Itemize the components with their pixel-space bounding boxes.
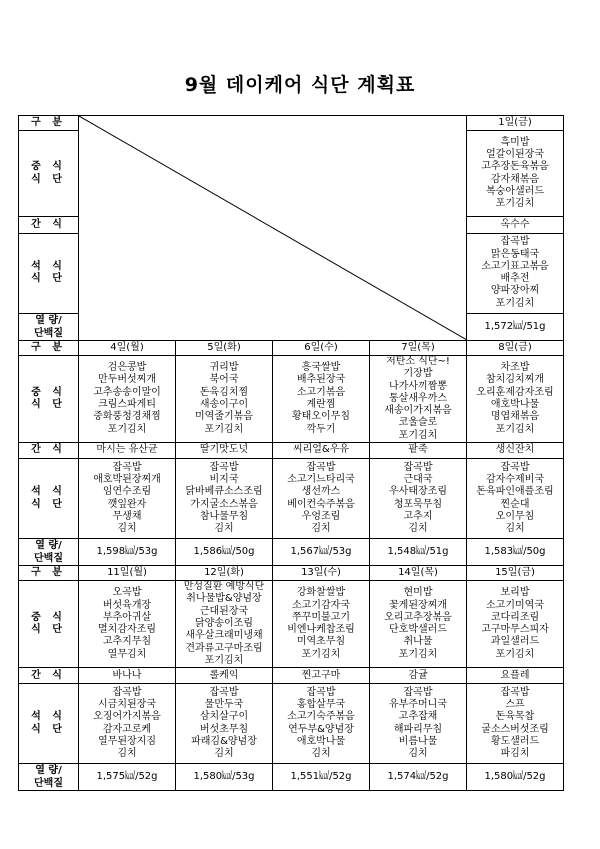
menu-item: 임연수조림: [102, 486, 152, 498]
menu-item: 단호박샐러드: [389, 624, 447, 636]
menu-item: 새송이가지볶음: [384, 405, 452, 417]
menu-item: 연두부&양념장: [288, 723, 354, 735]
dinner-menu-cell: [176, 684, 273, 764]
menu-item: 김치: [311, 748, 331, 760]
diagonal-line: [79, 116, 467, 340]
menu-item: 파김치: [500, 748, 530, 760]
row-label-line: 식 단: [31, 498, 66, 510]
menu-item: 돈육김치찜: [199, 386, 249, 398]
menu-item: 감자고로케: [102, 723, 152, 735]
menu-item: 황태오이무침: [292, 411, 350, 423]
row-label: 간 식: [19, 668, 79, 684]
row-label: 구 분: [19, 116, 79, 131]
day-header: 6일(수): [273, 341, 370, 356]
menu-item: 취나물밥&양념장: [186, 593, 262, 605]
dinner-menu-cell: [79, 684, 176, 764]
menu-item: 꽃게된장찌개: [389, 599, 447, 611]
snack-cell: 옥수수: [467, 217, 564, 233]
snack-cell: 요플레: [467, 668, 564, 684]
menu-item: 명엽채볶음: [490, 411, 540, 423]
menu-item: 참나물무침: [199, 510, 249, 522]
menu-item: 잡곡밥: [500, 461, 530, 473]
menu-item: 가지굴소스볶음: [190, 498, 258, 510]
snack-cell: 팥죽: [370, 443, 467, 459]
menu-item: 소고기감자국: [292, 599, 350, 611]
lunch-menu-cell: [273, 581, 370, 668]
menu-item: 생선까스: [301, 486, 341, 498]
lunch-menu-cell: [467, 356, 564, 443]
row-label-line: 석 식: [31, 260, 66, 272]
day-header: 11일(월): [79, 566, 176, 581]
menu-item: 해파리무침: [393, 723, 443, 735]
menu-item: 포기김치: [301, 648, 341, 660]
menu-item: 고추지무침: [102, 636, 152, 648]
snack-cell: 생신잔치: [467, 443, 564, 459]
row-label-line: 식 단: [31, 273, 66, 285]
snack-cell: 딸기맛도넛: [176, 443, 273, 459]
menu-item: 비지국: [209, 473, 239, 485]
calorie-cell: 1,575㎉/52g: [79, 764, 176, 791]
menu-item: 포기김치: [204, 654, 244, 666]
menu-item: 포기김치: [107, 423, 147, 435]
menu-item: 흥국쌀밥: [301, 362, 341, 374]
lunch-menu-cell: [467, 131, 564, 217]
menu-item: 중화풍청경채찜: [93, 411, 161, 423]
row-label: 간 식: [19, 443, 79, 459]
calorie-cell: 1,598㎉/53g: [79, 539, 176, 566]
menu-item: 크림스파게티: [98, 399, 156, 411]
row-label-line: 단백질: [34, 553, 63, 565]
menu-item: 근대된장국: [199, 605, 249, 617]
menu-item: 버섯초무침: [199, 723, 249, 735]
row-label: [19, 233, 79, 313]
menu-item: 포기김치: [204, 423, 244, 435]
calorie-cell: 1,567㎉/53g: [273, 539, 370, 566]
menu-item: 강화찰쌀밥: [296, 587, 346, 599]
menu-item: 삼치살구이: [199, 711, 249, 723]
row-label: 구 분: [19, 566, 79, 581]
day-header: 12일(화): [176, 566, 273, 581]
menu-item: 미역초무침: [296, 636, 346, 648]
lunch-menu-cell: [467, 581, 564, 668]
menu-item: 포기김치: [495, 648, 535, 660]
dinner-menu-cell: [273, 459, 370, 539]
menu-item: 양파장아찌: [490, 285, 540, 297]
row-label: [19, 313, 79, 340]
menu-item: 깻잎완자: [107, 498, 147, 510]
menu-item: 근대국: [403, 473, 433, 485]
menu-item: 오이무침: [495, 510, 535, 522]
menu-item: 김치: [117, 523, 137, 535]
menu-item: 소고기숙주볶음: [287, 711, 355, 723]
menu-item: 감자채볶음: [490, 173, 540, 185]
calorie-cell: 1,574㎉/52g: [370, 764, 467, 791]
menu-item: 고추지: [403, 510, 433, 522]
lunch-menu-cell: [176, 581, 273, 668]
menu-item: 저탄소 식단~!: [386, 356, 450, 367]
menu-item: 계란찜: [306, 399, 336, 411]
dinner-menu-cell: [79, 459, 176, 539]
menu-item: 배추전: [500, 273, 530, 285]
menu-item: 고추잡채: [398, 711, 438, 723]
menu-item: 감자수제비국: [486, 473, 544, 485]
menu-item: 새우살크래미냉채: [185, 630, 263, 642]
menu-item: 흑미밥: [500, 136, 530, 148]
page-title: 9월 데이케어 식단 계획표: [184, 74, 416, 96]
menu-item: 잡곡밥: [500, 686, 530, 698]
day-header: 4일(월): [79, 341, 176, 356]
menu-item: 시금치된장국: [98, 699, 156, 711]
lunch-menu-cell: [370, 581, 467, 668]
menu-item: 잡곡밥: [209, 686, 239, 698]
menu-item: 포기김치: [495, 297, 535, 309]
menu-item: 김치: [117, 748, 137, 760]
menu-item: 보리밥: [500, 587, 530, 599]
menu-item: 견과류고구마조림: [185, 642, 263, 654]
menu-item: 얼갈이된장국: [486, 149, 544, 161]
meal-plan-table: [18, 115, 564, 791]
row-label-line: 식 단: [31, 723, 66, 735]
menu-item: 고구마무스피자: [481, 624, 549, 636]
menu-item: 맑은동태국: [490, 248, 540, 260]
menu-item: 홍합살무국: [296, 699, 346, 711]
lunch-menu-cell: [79, 581, 176, 668]
menu-item: 새송이구이: [199, 399, 249, 411]
calorie-cell: 1,551㎉/52g: [273, 764, 370, 791]
calorie-cell: 1,580㎉/52g: [467, 764, 564, 791]
snack-cell: 바나나: [79, 668, 176, 684]
menu-item: 과일샐러드: [490, 636, 540, 648]
row-label: [19, 131, 79, 217]
menu-item: 열무된장지짐: [98, 735, 156, 747]
menu-item: 기장밥: [403, 368, 433, 380]
menu-item: 소고기표고볶음: [481, 260, 549, 272]
row-label-line: 열 량/: [35, 314, 62, 326]
dinner-menu-cell: [370, 684, 467, 764]
menu-item: 잡곡밥: [306, 461, 336, 473]
menu-item: 멸치감자조림: [98, 624, 156, 636]
menu-item: 잡곡밥: [306, 686, 336, 698]
menu-item: 소고기느타리국: [287, 473, 355, 485]
day-header: 8일(금): [467, 341, 564, 356]
menu-item: 부추아귀살: [102, 611, 152, 623]
menu-item: 애호박된장찌개: [93, 473, 161, 485]
row-label: [19, 539, 79, 566]
menu-item: 귀리밥: [209, 362, 239, 374]
menu-item: 현미밥: [403, 587, 433, 599]
menu-item: 만두버섯찌개: [98, 374, 156, 386]
lunch-menu-cell: [370, 356, 467, 443]
menu-item: 포기김치: [495, 198, 535, 210]
row-label-line: 열 량/: [35, 540, 62, 552]
menu-item: 잡곡밥: [500, 236, 530, 248]
menu-item: 닭바베큐소스조림: [185, 486, 263, 498]
empty-diagonal-block: [79, 116, 467, 341]
menu-item: 나가사끼짬뽕: [389, 380, 447, 392]
menu-item: 열무김치: [107, 648, 147, 660]
dinner-menu-cell: [370, 459, 467, 539]
menu-item: 유부주머니국: [389, 699, 447, 711]
menu-item: 김치: [214, 523, 234, 535]
dinner-menu-cell: [467, 459, 564, 539]
menu-item: 베이컨숙주볶음: [287, 498, 355, 510]
row-label-line: 식 단: [31, 173, 66, 185]
row-label-line: 열 량/: [35, 765, 62, 777]
menu-item: 깍두기: [306, 423, 336, 435]
menu-item: 고추송송이말이: [93, 386, 161, 398]
menu-item: 오리고추장볶음: [384, 611, 452, 623]
menu-item: 미역줄기볶음: [195, 411, 253, 423]
snack-cell: 씨리얼&우유: [273, 443, 370, 459]
menu-item: 잡곡밥: [112, 686, 142, 698]
menu-item: 우사태장조림: [389, 486, 447, 498]
snack-cell: 롤케익: [176, 668, 273, 684]
menu-item: 돈육목찹: [495, 711, 535, 723]
row-label-line: 중 식: [31, 611, 66, 623]
row-label: [19, 764, 79, 791]
row-label-line: 석 식: [31, 486, 66, 498]
menu-item: 황도샐러드: [490, 735, 540, 747]
row-label: 구 분: [19, 341, 79, 356]
menu-item: 우엉조림: [301, 510, 341, 522]
menu-item: 잡곡밥: [209, 461, 239, 473]
menu-item: 포기김치: [495, 423, 535, 435]
lunch-menu-cell: [273, 356, 370, 443]
row-label-line: 단백질: [34, 778, 63, 790]
menu-item: 포기김치: [398, 429, 438, 441]
snack-cell: 찐고구마: [273, 668, 370, 684]
calorie-cell: 1,548㎉/51g: [370, 539, 467, 566]
menu-item: 찐순대: [500, 498, 530, 510]
snack-cell: 마시는 유산균: [79, 443, 176, 459]
menu-item: 복숭아샐러드: [486, 186, 544, 198]
menu-item: 오징어가지볶음: [93, 711, 161, 723]
menu-item: 김치: [408, 523, 428, 535]
menu-item: 애호박나물: [490, 399, 540, 411]
menu-item: 잡곡밥: [112, 461, 142, 473]
menu-item: 버섯육개장: [102, 599, 152, 611]
menu-item: 검은콩밥: [107, 362, 147, 374]
menu-item: 참치김치찌개: [486, 374, 544, 386]
lunch-menu-cell: [79, 356, 176, 443]
row-label: [19, 581, 79, 668]
row-label-line: 식 단: [31, 399, 66, 411]
menu-item: 북어국: [209, 374, 239, 386]
menu-item: 잡곡밥: [403, 461, 433, 473]
menu-item: 잡곡밥: [403, 686, 433, 698]
row-label: [19, 459, 79, 539]
menu-item: 비엔나케찹조림: [287, 624, 355, 636]
menu-item: 오곡밥: [112, 587, 142, 599]
menu-item: 물만두국: [204, 699, 244, 711]
row-label-line: 석 식: [31, 711, 66, 723]
menu-item: 코다리조림: [490, 611, 540, 623]
menu-item: 고추장돈육볶음: [481, 161, 549, 173]
menu-item: 코울슬로: [398, 417, 438, 429]
menu-item: 비름나물: [398, 735, 438, 747]
menu-item: 닭양송이조림: [195, 617, 253, 629]
day-header: 7일(목): [370, 341, 467, 356]
menu-item: 취나물: [403, 636, 433, 648]
menu-item: 김치: [311, 523, 331, 535]
menu-item: 배추된장국: [296, 374, 346, 386]
day-header: 13일(수): [273, 566, 370, 581]
menu-item: 무생채: [112, 510, 142, 522]
day-header: 15일(금): [467, 566, 564, 581]
menu-item: 쭈꾸미불고기: [292, 611, 350, 623]
menu-item: 굴소스버섯조림: [481, 723, 549, 735]
menu-item: 김치: [408, 748, 428, 760]
row-label: [19, 684, 79, 764]
dinner-menu-cell: [467, 684, 564, 764]
day-header: 1일(금): [467, 116, 564, 131]
row-label: 간 식: [19, 217, 79, 233]
day-header: 14일(목): [370, 566, 467, 581]
menu-item: 소고기미역국: [486, 599, 544, 611]
row-label-line: 식 단: [31, 624, 66, 636]
menu-item: 애호박나물: [296, 735, 346, 747]
menu-item: 만성질환 예방식단: [183, 581, 265, 593]
calorie-cell: 1,572㎉/51g: [467, 313, 564, 340]
menu-item: 파래김&양념장: [191, 735, 257, 747]
day-header: 5일(화): [176, 341, 273, 356]
dinner-menu-cell: [176, 459, 273, 539]
calorie-cell: 1,583㎉/50g: [467, 539, 564, 566]
dinner-menu-cell: [467, 233, 564, 313]
calorie-cell: 1,586㎉/50g: [176, 539, 273, 566]
menu-item: 김치: [214, 748, 234, 760]
lunch-menu-cell: [176, 356, 273, 443]
row-label-line: 중 식: [31, 161, 66, 173]
menu-item: 돈육파인애플조림: [476, 486, 554, 498]
menu-item: 스프: [505, 699, 525, 711]
calorie-cell: 1,580㎉/53g: [176, 764, 273, 791]
dinner-menu-cell: [273, 684, 370, 764]
menu-item: 청포묵무침: [393, 498, 443, 510]
row-label: [19, 356, 79, 443]
menu-item: 오리훈제감자조림: [476, 386, 554, 398]
menu-item: 김치: [505, 523, 525, 535]
snack-cell: 감귤: [370, 668, 467, 684]
menu-item: 차조밥: [500, 362, 530, 374]
row-label-line: 중 식: [31, 386, 66, 398]
menu-item: 포기김치: [398, 648, 438, 660]
row-label-line: 단백질: [34, 327, 63, 339]
menu-item: 통살새우까스: [389, 392, 447, 404]
menu-item: 소고기볶음: [296, 386, 346, 398]
